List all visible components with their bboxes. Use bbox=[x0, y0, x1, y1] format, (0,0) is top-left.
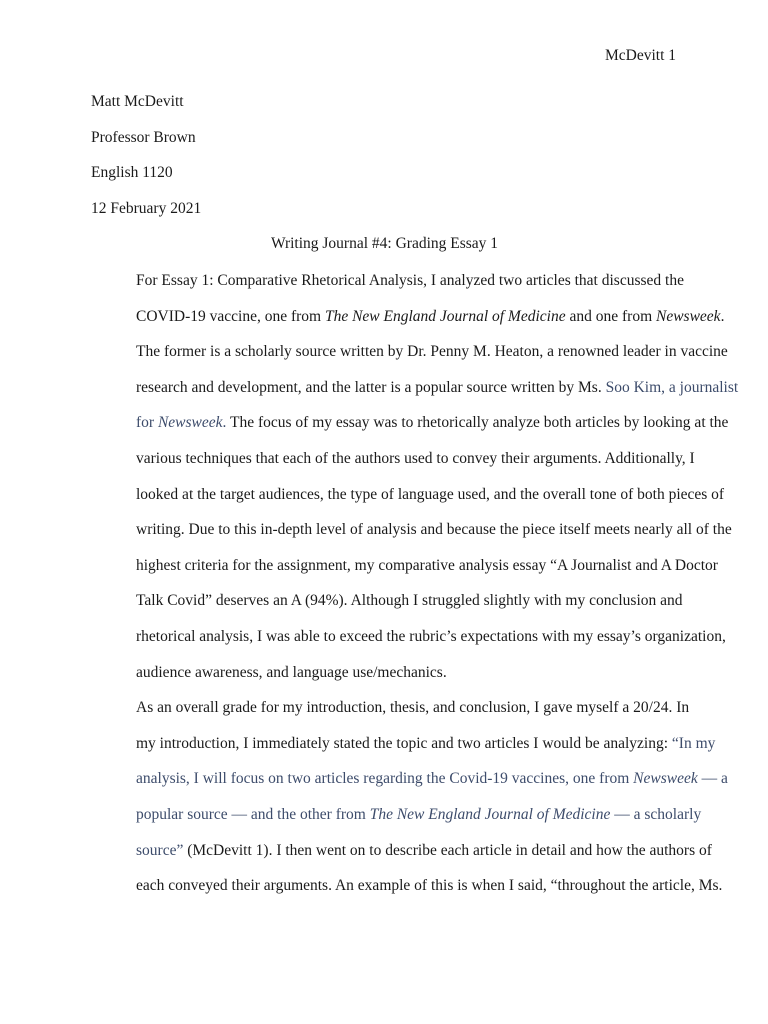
paragraph-2 bbox=[91, 690, 728, 904]
quoted-text: for bbox=[136, 414, 158, 432]
text-line: highest criteria for the assignment, my comparative analysis essay “A Journalist and A Doctor bbox=[136, 556, 718, 574]
text-line bbox=[91, 797, 702, 833]
course-name: English 1120 bbox=[91, 164, 173, 181]
journal-title: The New England Journal of Medicine bbox=[324, 307, 566, 325]
magazine-title: Newsweek bbox=[656, 307, 721, 325]
quoted-text: — a bbox=[697, 770, 728, 788]
text-line: For Essay 1: Comparative Rhetorical Analysis, I analyzed two articles that discussed the bbox=[136, 272, 684, 289]
journal-title: The New England Journal of Medicine bbox=[369, 805, 611, 823]
essay-date: 12 February 2021 bbox=[91, 199, 202, 217]
text-span: The focus of my essay was to rhetorically analyze both articles by looking at the bbox=[226, 414, 729, 432]
text-line: each conveyed their arguments. An example of this is when I said, “throughout the article, Ms. bbox=[136, 877, 723, 895]
quoted-text: “In my bbox=[671, 734, 716, 752]
author-name: Matt McDevitt bbox=[91, 93, 184, 110]
professor-name: Professor Brown bbox=[91, 128, 196, 146]
text-line: writing. Due to this in-depth level of analysis and because the piece itself meets nearly all of the bbox=[136, 521, 732, 539]
text-line bbox=[91, 833, 712, 869]
quoted-text: popular source — and the other from bbox=[136, 805, 370, 823]
text-line bbox=[91, 761, 728, 797]
text-span: . bbox=[720, 307, 725, 325]
text-line: As an overall grade for my introduction, thesis, and conclusion, I gave myself a 20/24. In bbox=[136, 699, 690, 717]
text-line: rhetorical analysis, I was able to exceed the rubric’s expectations with my essay’s organization, bbox=[136, 627, 726, 645]
text-span: and one from bbox=[565, 307, 656, 325]
text-line: looked at the target audiences, the type of language used, and the overall tone of both pieces of bbox=[136, 485, 725, 503]
paragraph-1 bbox=[91, 263, 739, 690]
magazine-title: Newsweek bbox=[633, 770, 698, 788]
text-line bbox=[91, 405, 729, 441]
text-line bbox=[91, 370, 739, 406]
text-span: (McDevitt 1). I then went on to describe each article in detail and how the authors of bbox=[183, 841, 712, 859]
quoted-text: — a scholarly bbox=[610, 805, 702, 823]
text-line: The former is a scholarly source written by Dr. Penny M. Heaton, a renowned leader in vaccine bbox=[136, 343, 728, 361]
text-line: Talk Covid” deserves an A (94%). Although I struggled slightly with my conclusion and bbox=[136, 592, 683, 610]
text-line bbox=[91, 299, 725, 335]
text-line: audience awareness, and language use/mechanics. bbox=[136, 663, 447, 681]
quoted-text: Soo Kim, a journalist bbox=[605, 378, 739, 396]
running-head: McDevitt 1 bbox=[604, 47, 676, 64]
essay-body bbox=[91, 263, 739, 904]
text-span: research and development, and the latter is a popular source written by Ms. bbox=[136, 378, 606, 396]
text-span: my introduction, I immediately stated the topic and two articles I would be analyzing: bbox=[136, 734, 672, 752]
essay-title: Writing Journal #4: Grading Essay 1 bbox=[270, 235, 499, 252]
text-line bbox=[91, 726, 716, 762]
text-line: various techniques that each of the authors used to convey their arguments. Additionally, I bbox=[136, 449, 695, 467]
quoted-text: analysis, I will focus on two articles regarding the Covid-19 vaccines, one from bbox=[136, 770, 634, 788]
text-span: COVID-19 vaccine, one from bbox=[136, 307, 325, 325]
quoted-text: . bbox=[222, 414, 227, 432]
mla-heading bbox=[91, 92, 678, 234]
quoted-text: source” bbox=[136, 841, 184, 859]
magazine-title: Newsweek bbox=[157, 414, 223, 432]
